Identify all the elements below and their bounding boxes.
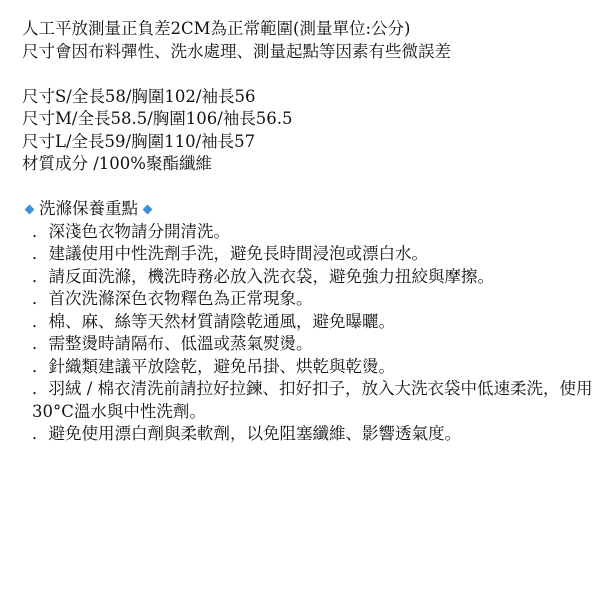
product-description <box>22 18 594 446</box>
care-item: ．建議使用中性洗劑手洗，避免長時間浸泡或漂白水。 <box>32 244 428 263</box>
size-l-spec: 尺寸L/全長59/胸圍110/袖長57 <box>22 131 256 151</box>
measurement-note: 人工平放測量正負差2CM為正常範圍(測量單位:公分) <box>22 19 411 38</box>
care-item: ．深淺色衣物請分開清洗。 <box>32 221 230 241</box>
care-item: ．請反面洗滌，機洗時務必放入洗衣袋，避免強力扭絞與摩擦。 <box>32 266 494 286</box>
care-section-title <box>22 198 594 221</box>
care-item: ．棉、麻、絲等天然材質請陰乾通風，避免曝曬。 <box>32 311 395 331</box>
care-item: ．避免使用漂白劑與柔軟劑，以免阻塞纖維、影響透氣度。 <box>32 424 461 443</box>
diamond-bullet-icon <box>143 204 153 214</box>
care-item: ．羽絨 / 棉衣清洗前請拉好拉鍊、扣好扣子，放入大洗衣袋中低速柔洗，使用30°C溫水與中性洗劑。 <box>32 379 593 421</box>
spacer <box>22 176 594 199</box>
care-item: ．首次洗滌深色衣物釋色為正常現象。 <box>32 289 313 308</box>
material-spec: 材質成分 /100%聚酯纖維 <box>22 154 212 173</box>
size-m-spec: 尺寸M/全長58.5/胸圍106/袖長56.5 <box>22 109 293 128</box>
care-item: ．針織類建議平放陰乾，避免吊掛、烘乾與乾燙。 <box>32 356 395 376</box>
spacer <box>22 63 594 86</box>
diamond-bullet-icon <box>25 204 35 214</box>
size-s-spec: 尺寸S/全長58/胸圍102/袖長56 <box>22 86 256 106</box>
care-title-text: 洗滌保養重點 <box>39 199 138 218</box>
size-variance-note: 尺寸會因布料彈性、洗水處理、測量起點等因素有些微誤差 <box>22 41 451 61</box>
care-item: ．需整燙時請隔布、低溫或蒸氣熨燙。 <box>32 334 313 353</box>
